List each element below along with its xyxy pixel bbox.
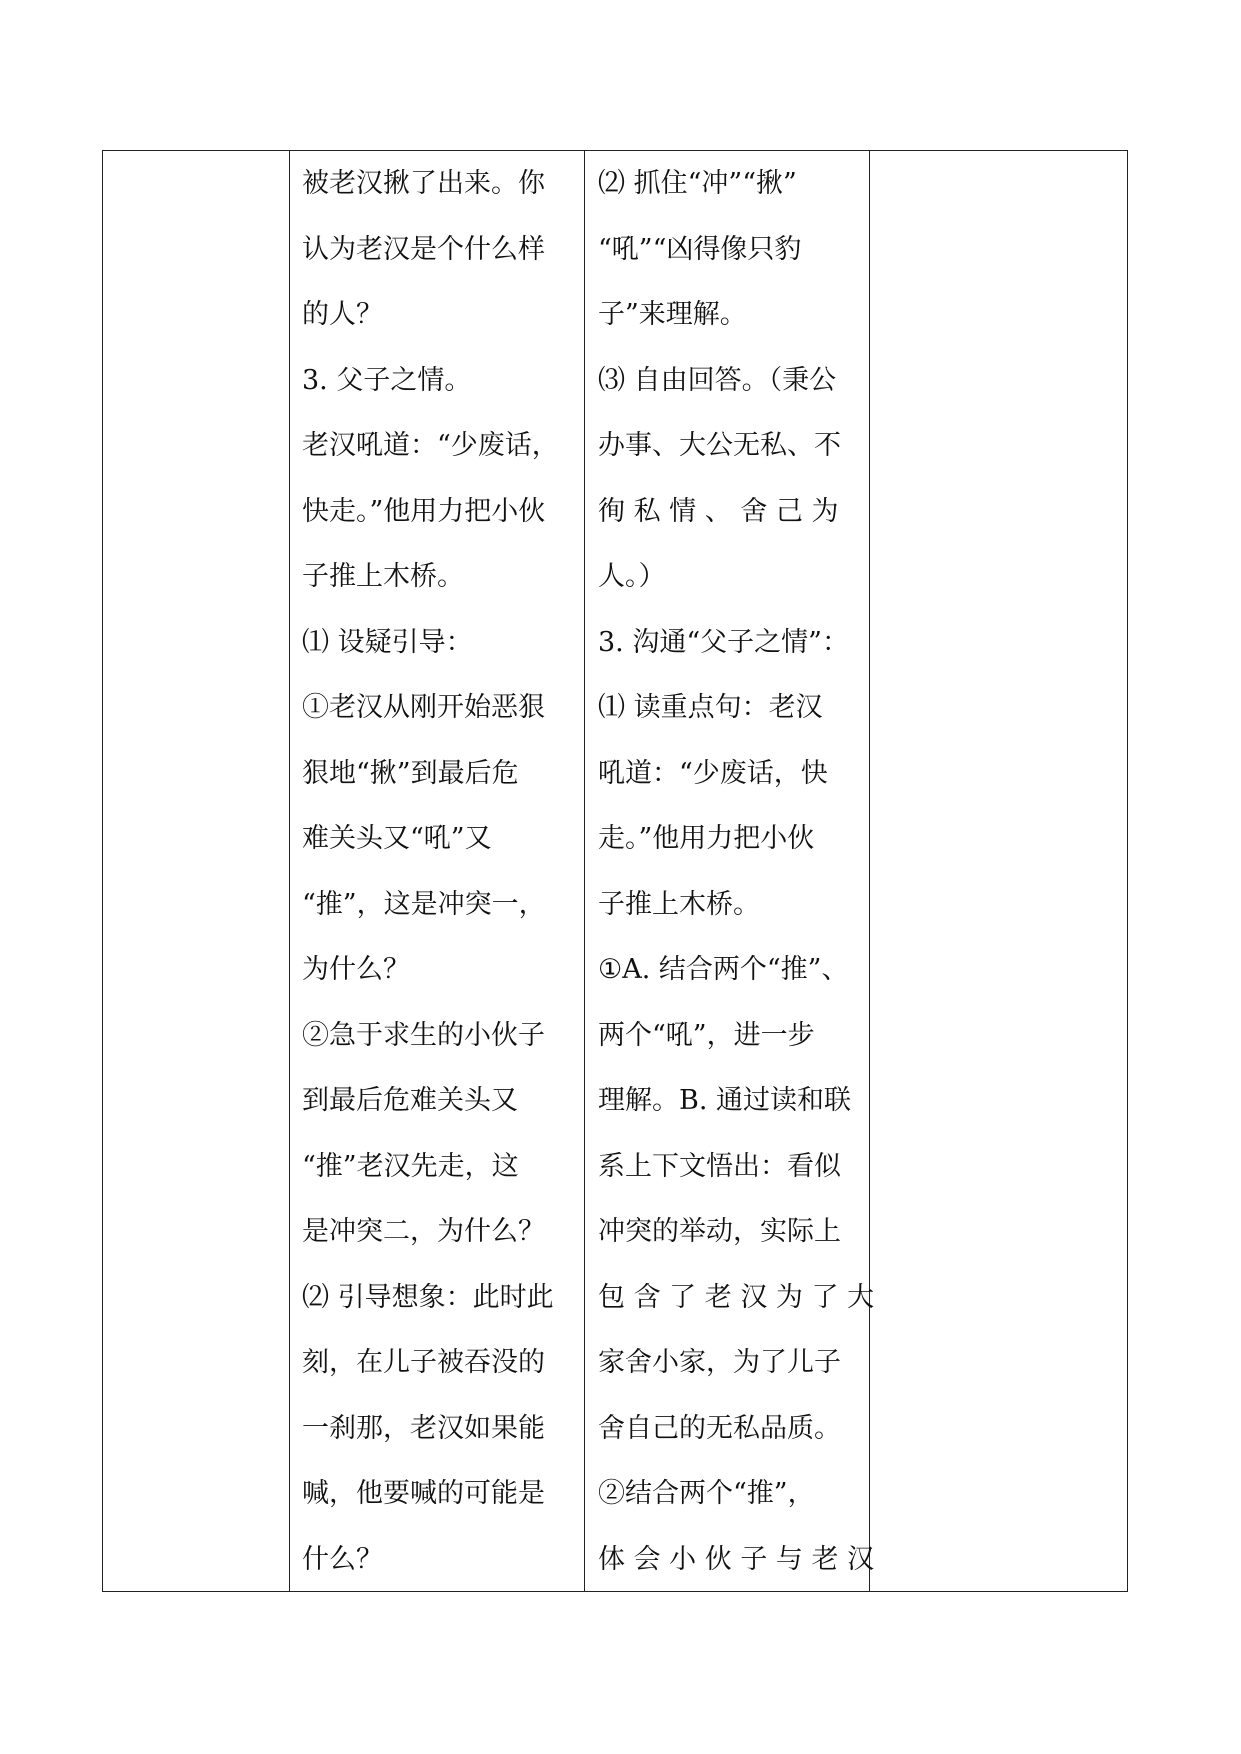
- text-line: 到最后危难关头又: [302, 1085, 518, 1116]
- text-line: ⑵ 引导想象：此时此: [302, 1281, 554, 1313]
- text-line: 子推上木桥。: [598, 888, 760, 920]
- text-line: 老汉吼道：“少废话，: [302, 430, 559, 461]
- text-line: “推”，这是冲突一，: [302, 888, 546, 920]
- text-line: 吼道：“少废话，快: [598, 757, 828, 789]
- text-line: 为什么？: [302, 954, 410, 985]
- text-line: ①A. 结合两个“推”、: [598, 954, 849, 985]
- text-line: 包 含 了 老 汉 为 了 大: [598, 1281, 875, 1313]
- text-line: ⑴ 设疑引导：: [302, 626, 473, 658]
- text-line: 冲突的举动，实际上: [598, 1216, 841, 1247]
- table-column-2-teacher-activity: [290, 151, 585, 1591]
- text-line: “吼”“凶得像只豹: [598, 233, 802, 265]
- table-column-3-student-activity: [585, 151, 875, 1591]
- text-line: 系上下文悟出：看似: [598, 1150, 841, 1182]
- text-line: 走。”他用力把小伙: [598, 823, 815, 854]
- text-line: ①老汉从刚开始恶狠: [302, 692, 545, 723]
- table-column-4: [870, 151, 1127, 1591]
- text-line: 人。）: [598, 561, 666, 592]
- text-line: ⑵ 抓住“冲”“揪”: [598, 168, 797, 199]
- column-2-lines: [290, 151, 584, 1592]
- text-line: 难关头又“吼”又: [302, 823, 492, 854]
- text-line: 家舍小家，为了儿子: [598, 1347, 841, 1378]
- text-line: 喊，他要喊的可能是: [302, 1478, 545, 1509]
- text-line: 一刹那，老汉如果能: [302, 1412, 545, 1444]
- text-line: 子推上木桥。: [302, 561, 464, 592]
- text-line: “推”老汉先走，这: [302, 1150, 519, 1182]
- table-column-1: [103, 151, 290, 1591]
- text-line: 快走。”他用力把小伙: [302, 495, 546, 527]
- text-line: ②急于求生的小伙子: [302, 1019, 545, 1051]
- text-line: 子”来理解。: [598, 299, 747, 330]
- text-line: 舍自己的无私品质。: [598, 1412, 841, 1444]
- text-line: 理解。B. 通过读和联: [598, 1085, 852, 1116]
- text-line: ⑶ 自由回答。（秉公: [598, 364, 837, 396]
- text-line: 刻，在儿子被吞没的: [302, 1347, 545, 1378]
- text-line: ②结合两个“推”，: [598, 1478, 815, 1509]
- text-line: 办事、大公无私、不: [598, 430, 841, 461]
- text-line: 3. 父子之情。: [302, 364, 472, 396]
- text-line: 两个“吼”，进一步: [598, 1019, 815, 1051]
- text-line: 的人？: [302, 299, 383, 330]
- lesson-plan-table: [102, 150, 1128, 1592]
- text-line: 认为老汉是个什么样: [302, 233, 545, 265]
- text-line: 什么？: [302, 1543, 383, 1575]
- text-line: 被老汉揪了出来。你: [302, 168, 545, 199]
- text-line: 徇 私 情 、 舍 己 为: [598, 495, 839, 527]
- column-3-lines: [585, 151, 875, 1592]
- text-line: 狠地“揪”到最后危: [302, 757, 519, 789]
- text-line: ⑴ 读重点句：老汉: [598, 692, 823, 723]
- text-line: 3. 沟通“父子之情”：: [598, 626, 849, 658]
- text-line: 体 会 小 伙 子 与 老 汉: [598, 1543, 875, 1575]
- text-line: 是冲突二，为什么？: [302, 1216, 545, 1247]
